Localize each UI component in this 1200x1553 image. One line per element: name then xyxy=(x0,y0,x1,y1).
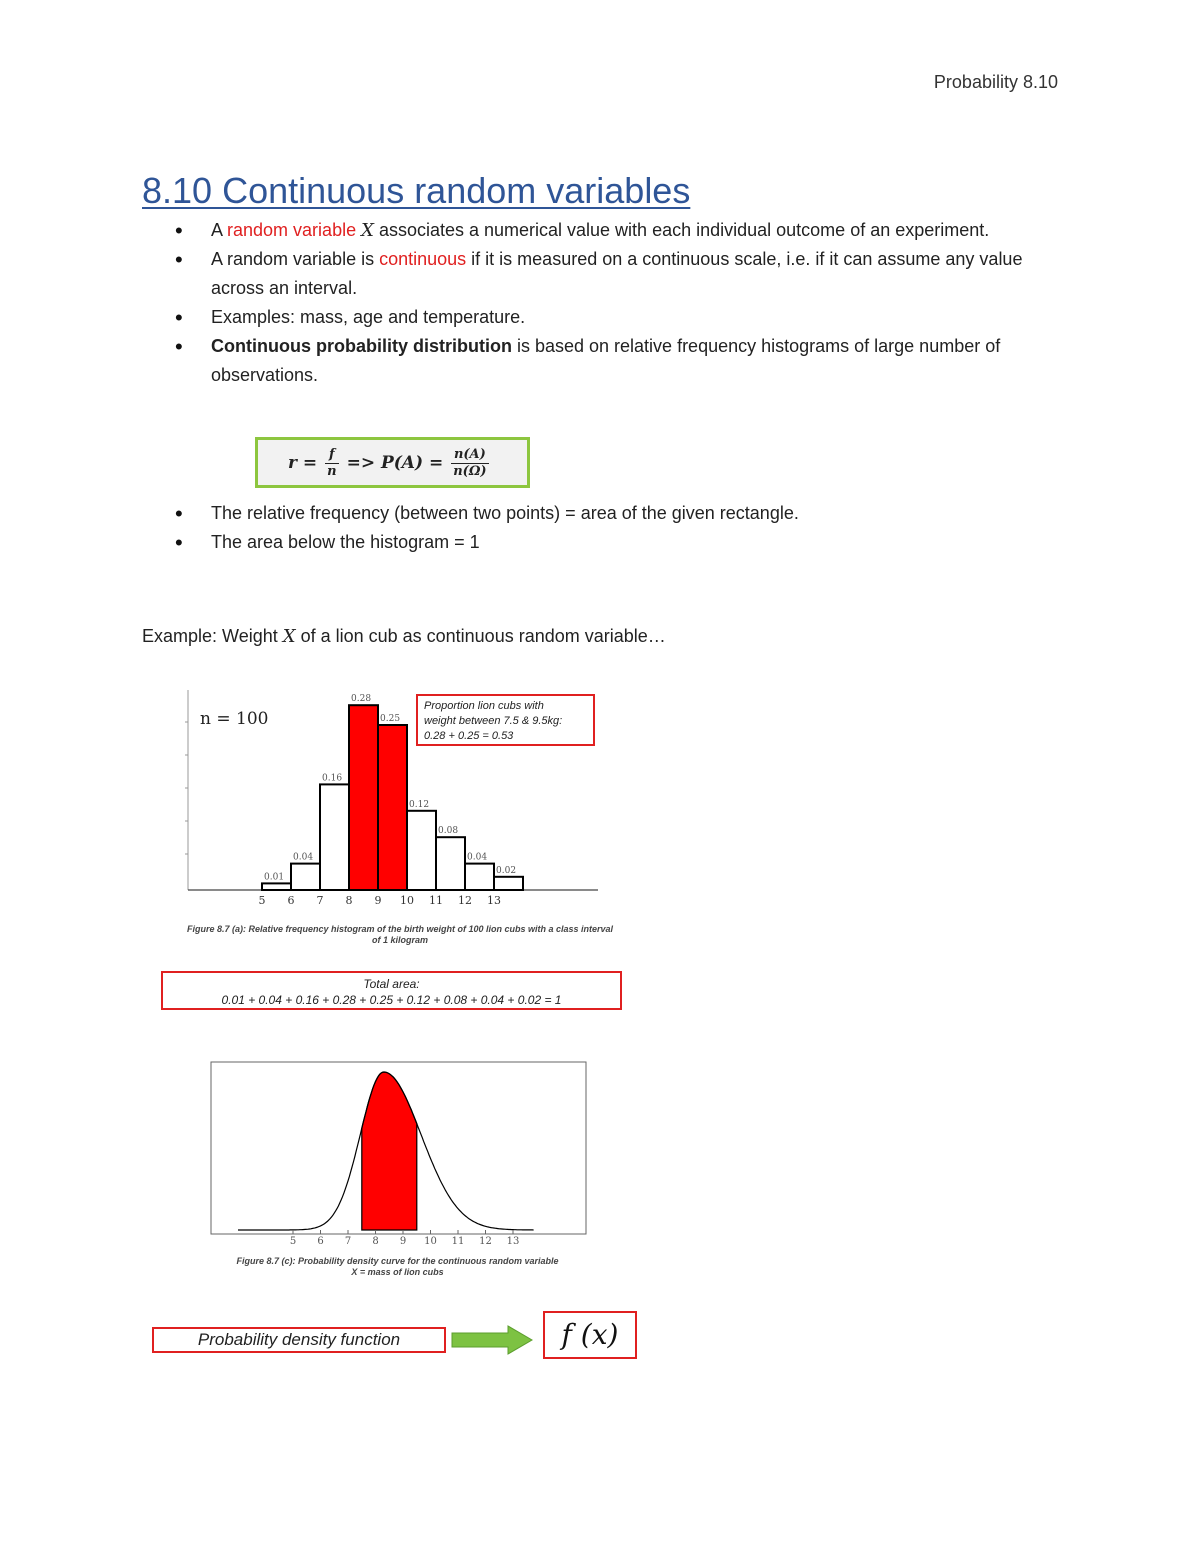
bullet-relative-frequency: • The relative frequency (between two points) = area of the given rectangle. xyxy=(175,499,1065,528)
formula-box xyxy=(255,437,530,488)
density-x-tick-label: 10 xyxy=(424,1236,437,1247)
bullet-examples: • Examples: mass, age and temperature. xyxy=(175,303,1065,332)
histogram-x-tick-label: 13 xyxy=(487,894,501,907)
histogram-bar-value-label: 0.25 xyxy=(380,714,401,724)
arrow-right-icon xyxy=(450,1324,536,1356)
density-x-tick-label: 12 xyxy=(479,1236,492,1247)
histogram-bar-value-label: 0.16 xyxy=(322,773,343,784)
density-x-tick-label: 6 xyxy=(317,1236,324,1247)
histogram-bar xyxy=(291,864,320,890)
histogram-x-tick-label: 7 xyxy=(316,894,324,907)
density-x-tick-label: 13 xyxy=(506,1236,520,1247)
histogram-bar-value-label: 0.28 xyxy=(351,694,372,705)
histogram-bar xyxy=(262,883,291,890)
histogram-bar xyxy=(465,864,494,890)
histogram-bar-value-label: 0.02 xyxy=(496,865,517,876)
histogram-x-tick-label: 8 xyxy=(345,894,353,907)
histogram-bar xyxy=(349,705,378,890)
density-caption: Figure 8.7 (c): Probability density curve for the continuous random variable X = mass of lion cubs xyxy=(236,1256,559,1277)
histogram-bar-value-label: 0.12 xyxy=(409,799,430,810)
histogram-x-tick-label: 6 xyxy=(287,894,295,907)
histogram-callout: Proportion lion cubs with weight between 7.5 & 9.5kg: 0.28 + 0.25 = 0.53 xyxy=(416,694,595,746)
density-curve-chart xyxy=(205,1058,590,1250)
formula-lhs: r = xyxy=(288,453,318,473)
page-header: Probability 8.10 xyxy=(933,72,1058,92)
histogram-bar-value-label: 0.04 xyxy=(467,852,488,863)
bullet-continuous: • A random variable is continuous if it is measured on a continuous scale, i.e. if it can assume any value across an interval. xyxy=(175,245,1065,303)
density-x-tick-label: 8 xyxy=(372,1236,379,1247)
histogram-caption: Figure 8.7 (a): Relative frequency histogram of the birth weight of 100 lion cubs with a class interval of 1 kilogram xyxy=(186,924,614,945)
histogram-bar xyxy=(320,784,349,890)
pdf-label-box: Probability density function xyxy=(152,1327,446,1353)
term-continuous-distribution: Continuous probability distribution xyxy=(211,336,512,356)
histogram-bar xyxy=(494,877,523,890)
histogram-x-tick-label: 11 xyxy=(429,894,443,907)
pdf-symbol-box: f (x) xyxy=(543,1311,637,1359)
term-random-variable: random variable xyxy=(227,220,357,240)
bullet-area-histogram: • The area below the histogram = 1 xyxy=(175,528,1065,557)
bullet-list-top xyxy=(175,216,1065,390)
density-x-tick-label: 7 xyxy=(344,1236,352,1247)
example-text: Example: Weight X of a lion cub as continuous random variable… xyxy=(142,626,666,647)
page-title: 8.10 Continuous random variables xyxy=(142,170,691,211)
histogram-bar-value-label: 0.04 xyxy=(293,852,314,863)
total-area-box: Total area: 0.01 + 0.04 + 0.16 + 0.28 + 0.25 + 0.12 + 0.08 + 0.04 + 0.02 = 1 xyxy=(161,971,622,1010)
histogram-bar xyxy=(378,725,407,890)
histogram-bar-value-label: 0.08 xyxy=(438,826,459,837)
formula-fraction-f-n: $\frac{f}{n}$ xyxy=(327,446,337,479)
histogram-x-tick-label: 5 xyxy=(258,894,266,907)
density-x-tick-label: 5 xyxy=(289,1236,297,1247)
histogram-bar-value-label: 0.01 xyxy=(264,872,285,883)
density-x-tick-label: 11 xyxy=(451,1236,465,1247)
bullet-random-variable: • A random variable X associates a numerical value with each individual outcome of an experiment. xyxy=(175,216,1065,245)
density-x-tick-label: 9 xyxy=(399,1236,407,1247)
histogram-x-tick-label: 12 xyxy=(458,894,472,907)
formula-fraction-nA-nOmega: $\frac{n(A)}{n(\Omega)}$ xyxy=(453,446,487,479)
histogram-n-label: n = 100 xyxy=(200,709,269,729)
bullet-list-bottom xyxy=(175,499,1065,557)
histogram-x-tick-label: 9 xyxy=(374,894,382,907)
bullet-distribution: • Continuous probability distribution is based on relative frequency histograms of large number of observations. xyxy=(175,332,1065,390)
histogram-bar xyxy=(407,811,436,890)
histogram-bar xyxy=(436,837,465,890)
formula-mid: => P(A) = xyxy=(346,453,444,473)
histogram-x-tick-label: 10 xyxy=(400,894,414,907)
term-continuous: continuous xyxy=(379,249,467,269)
